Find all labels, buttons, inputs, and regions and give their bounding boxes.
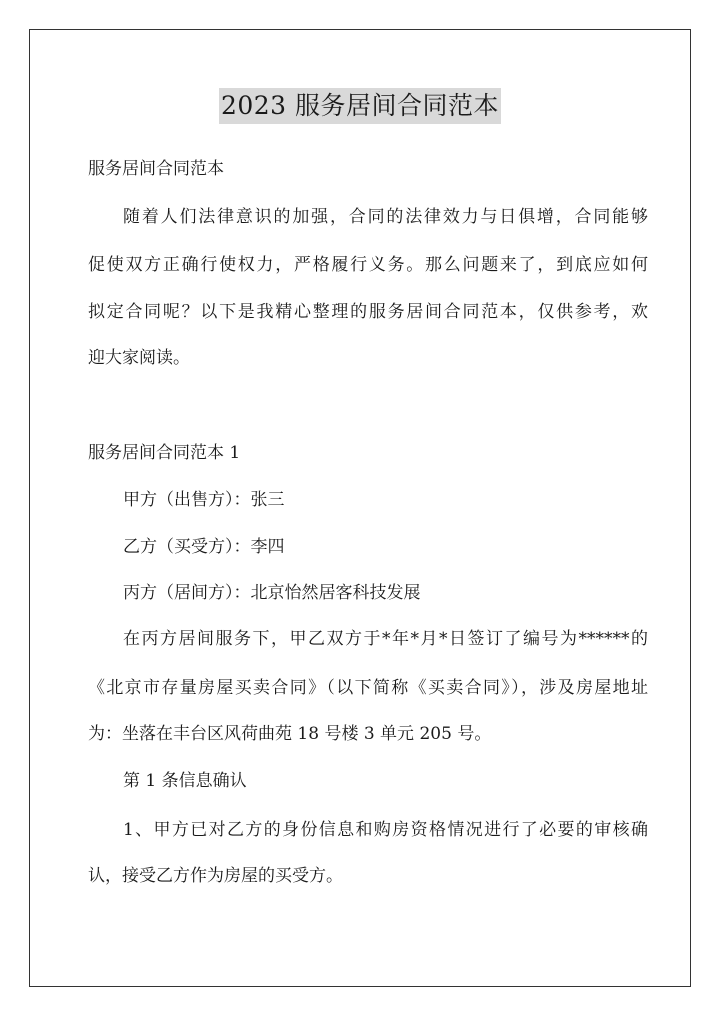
- body-line-1: 在丙方居间服务下，甲乙双方于*年*月*日签订了编号为******的: [123, 629, 648, 649]
- body-line-2: 《北京市存量房屋买卖合同》（以下简称《买卖合同》），涉及房屋地址: [88, 678, 648, 698]
- clause-line-1: 1、甲方已对乙方的身份信息和购房资格情况进行了必要的审核确: [123, 820, 648, 840]
- document-title: 2023 服务居间合同范本: [219, 88, 501, 124]
- intro-line-3: 拟定合同呢？以下是我精心整理的服务居间合同范本，仅供参考，欢: [88, 302, 648, 322]
- title-container: [0, 88, 720, 124]
- subtitle: 服务居间合同范本: [88, 159, 224, 179]
- clause-line-2: 认，接受乙方作为房屋的买受方。: [88, 866, 343, 886]
- intro-line-4: 迎大家阅读。: [88, 348, 190, 368]
- party-b: 乙方（买受方）：李四: [123, 537, 285, 557]
- section-heading: 服务居间合同范本 1: [88, 443, 241, 463]
- body-line-3: 为：坐落在丰台区风荷曲苑 18 号楼 3 单元 205 号。: [88, 724, 492, 744]
- party-c: 丙方（居间方）：北京怡然居客科技发展: [123, 583, 421, 603]
- party-a: 甲方（出售方）：张三: [123, 490, 285, 510]
- intro-line-2: 促使双方正确行使权力，严格履行义务。那么问题来了，到底应如何: [88, 255, 648, 275]
- intro-line-1: 随着人们法律意识的加强，合同的法律效力与日俱增，合同能够: [123, 207, 648, 227]
- article-heading: 第 1 条信息确认: [123, 771, 247, 791]
